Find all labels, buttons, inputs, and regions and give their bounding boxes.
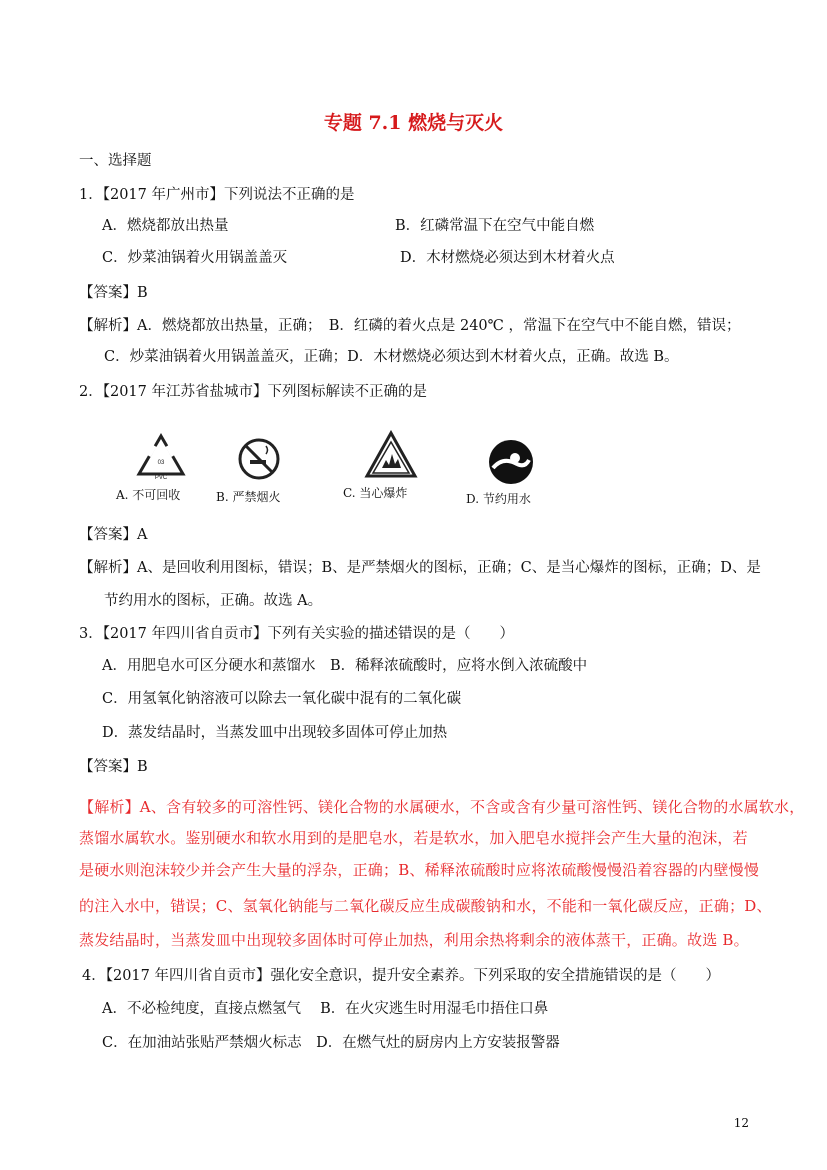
q3-option-d: D．蒸发结晶时，当蒸发皿中出现较多固体可停止加热: [102, 725, 448, 741]
q2-analysis-line-1: 【解析】A、是回收利用图标，错误；B、是严禁烟火的图标，正确；C、是当心爆炸的图标，正确；D、是: [79, 560, 761, 576]
icon-a-label: A. 不可回收: [116, 488, 181, 502]
q2-answer: 【答案】A: [79, 527, 148, 543]
q1-option-a: A．燃烧都放出热量: [102, 218, 229, 234]
icon-c-label: C. 当心爆炸: [343, 486, 408, 500]
explosion-warning-icon: [364, 430, 418, 480]
recycle-icon-code: PVC: [154, 475, 168, 480]
q2-stem: 2．【2017 年江苏省盐城市】下列图标解读不正确的是: [79, 384, 427, 400]
q3-analysis-line-4: 的注入水中，错误；C、氢氧化钠能与二氧化碳反应生成碳酸钠和水，不能和一氧化碳反应，正确；D、: [79, 897, 772, 915]
q4-options-cd: C．在加油站张贴严禁烟火标志 D．在燃气灶的厨房内上方安装报警器: [102, 1035, 560, 1051]
water-saving-icon: [487, 438, 535, 486]
q4-stem: 4．【2017 年四川省自贡市】强化安全意识，提升安全素养。下列采取的安全措施错误的是（ ）: [82, 968, 720, 984]
q3-analysis-line-1: 【解析】A、含有较多的可溶性钙、镁化合物的水属硬水，不含或含有少量可溶性钙、镁化合物的水属软水，: [79, 798, 805, 816]
q1-analysis-line-2: C．炒菜油锅着火用锅盖盖灭，正确；D．木材燃烧必须达到木材着火点，正确。故选 B。: [104, 349, 679, 365]
q4-options-ab: A．不必检纯度，直接点燃氢气 B．在火灾逃生时用湿毛巾捂住口鼻: [102, 1001, 549, 1017]
q3-options-ab: A．用肥皂水可区分硬水和蒸馏水 B．稀释浓硫酸时，应将水倒入浓硫酸中: [102, 658, 588, 674]
q3-analysis-line-3: 是硬水则泡沫较少并会产生大量的浮杂，正确；B、稀释浓硫酸时应将浓硫酸慢慢沿着容器的内壁慢慢: [79, 861, 760, 879]
section-heading: 一、选择题: [79, 153, 152, 169]
q3-analysis-line-5: 蒸发结晶时，当蒸发皿中出现较多固体时可停止加热，利用余热将剩余的液体蒸干，正确。故选 B。: [79, 931, 749, 949]
q1-answer: 【答案】B: [79, 285, 148, 301]
page-title: 专题 7.1 燃烧与灭火: [323, 112, 504, 134]
no-smoking-icon: [236, 436, 282, 482]
q1-option-c: C．炒菜油锅着火用锅盖盖灭: [102, 250, 288, 266]
icon-d-label: D. 节约用水: [466, 492, 531, 506]
q3-option-c: C．用氢氧化钠溶液可以除去一氧化碳中混有的二氧化碳: [102, 691, 462, 707]
q1-option-d: D．木材燃烧必须达到木材着火点: [400, 250, 615, 266]
q3-stem: 3．【2017 年四川省自贡市】下列有关实验的描述错误的是（ ）: [79, 626, 514, 642]
q1-option-b: B．红磷常温下在空气中能自燃: [395, 218, 595, 234]
q3-analysis-line-2: 蒸馏水属软水。鉴别硬水和软水用到的是肥皂水，若是软水，加入肥皂水搅拌会产生大量的泡沫，若: [79, 829, 748, 847]
q1-analysis-line-1: 【解析】A．燃烧都放出热量，正确； B．红磷的着火点是 240℃ ，常温下在空气中不能自燃，错误；: [79, 318, 741, 334]
q1-stem: 1．【2017 年广州市】下列说法不正确的是: [79, 187, 355, 203]
page-number: 12: [733, 1116, 749, 1130]
recycle-icon: [135, 432, 187, 480]
q3-answer: 【答案】B: [79, 759, 148, 775]
icon-b-label: B. 严禁烟火: [216, 490, 281, 504]
q2-analysis-line-2: 节约用水的图标，正确。故选 A。: [104, 593, 323, 609]
svg-text:03: 03: [157, 460, 165, 466]
